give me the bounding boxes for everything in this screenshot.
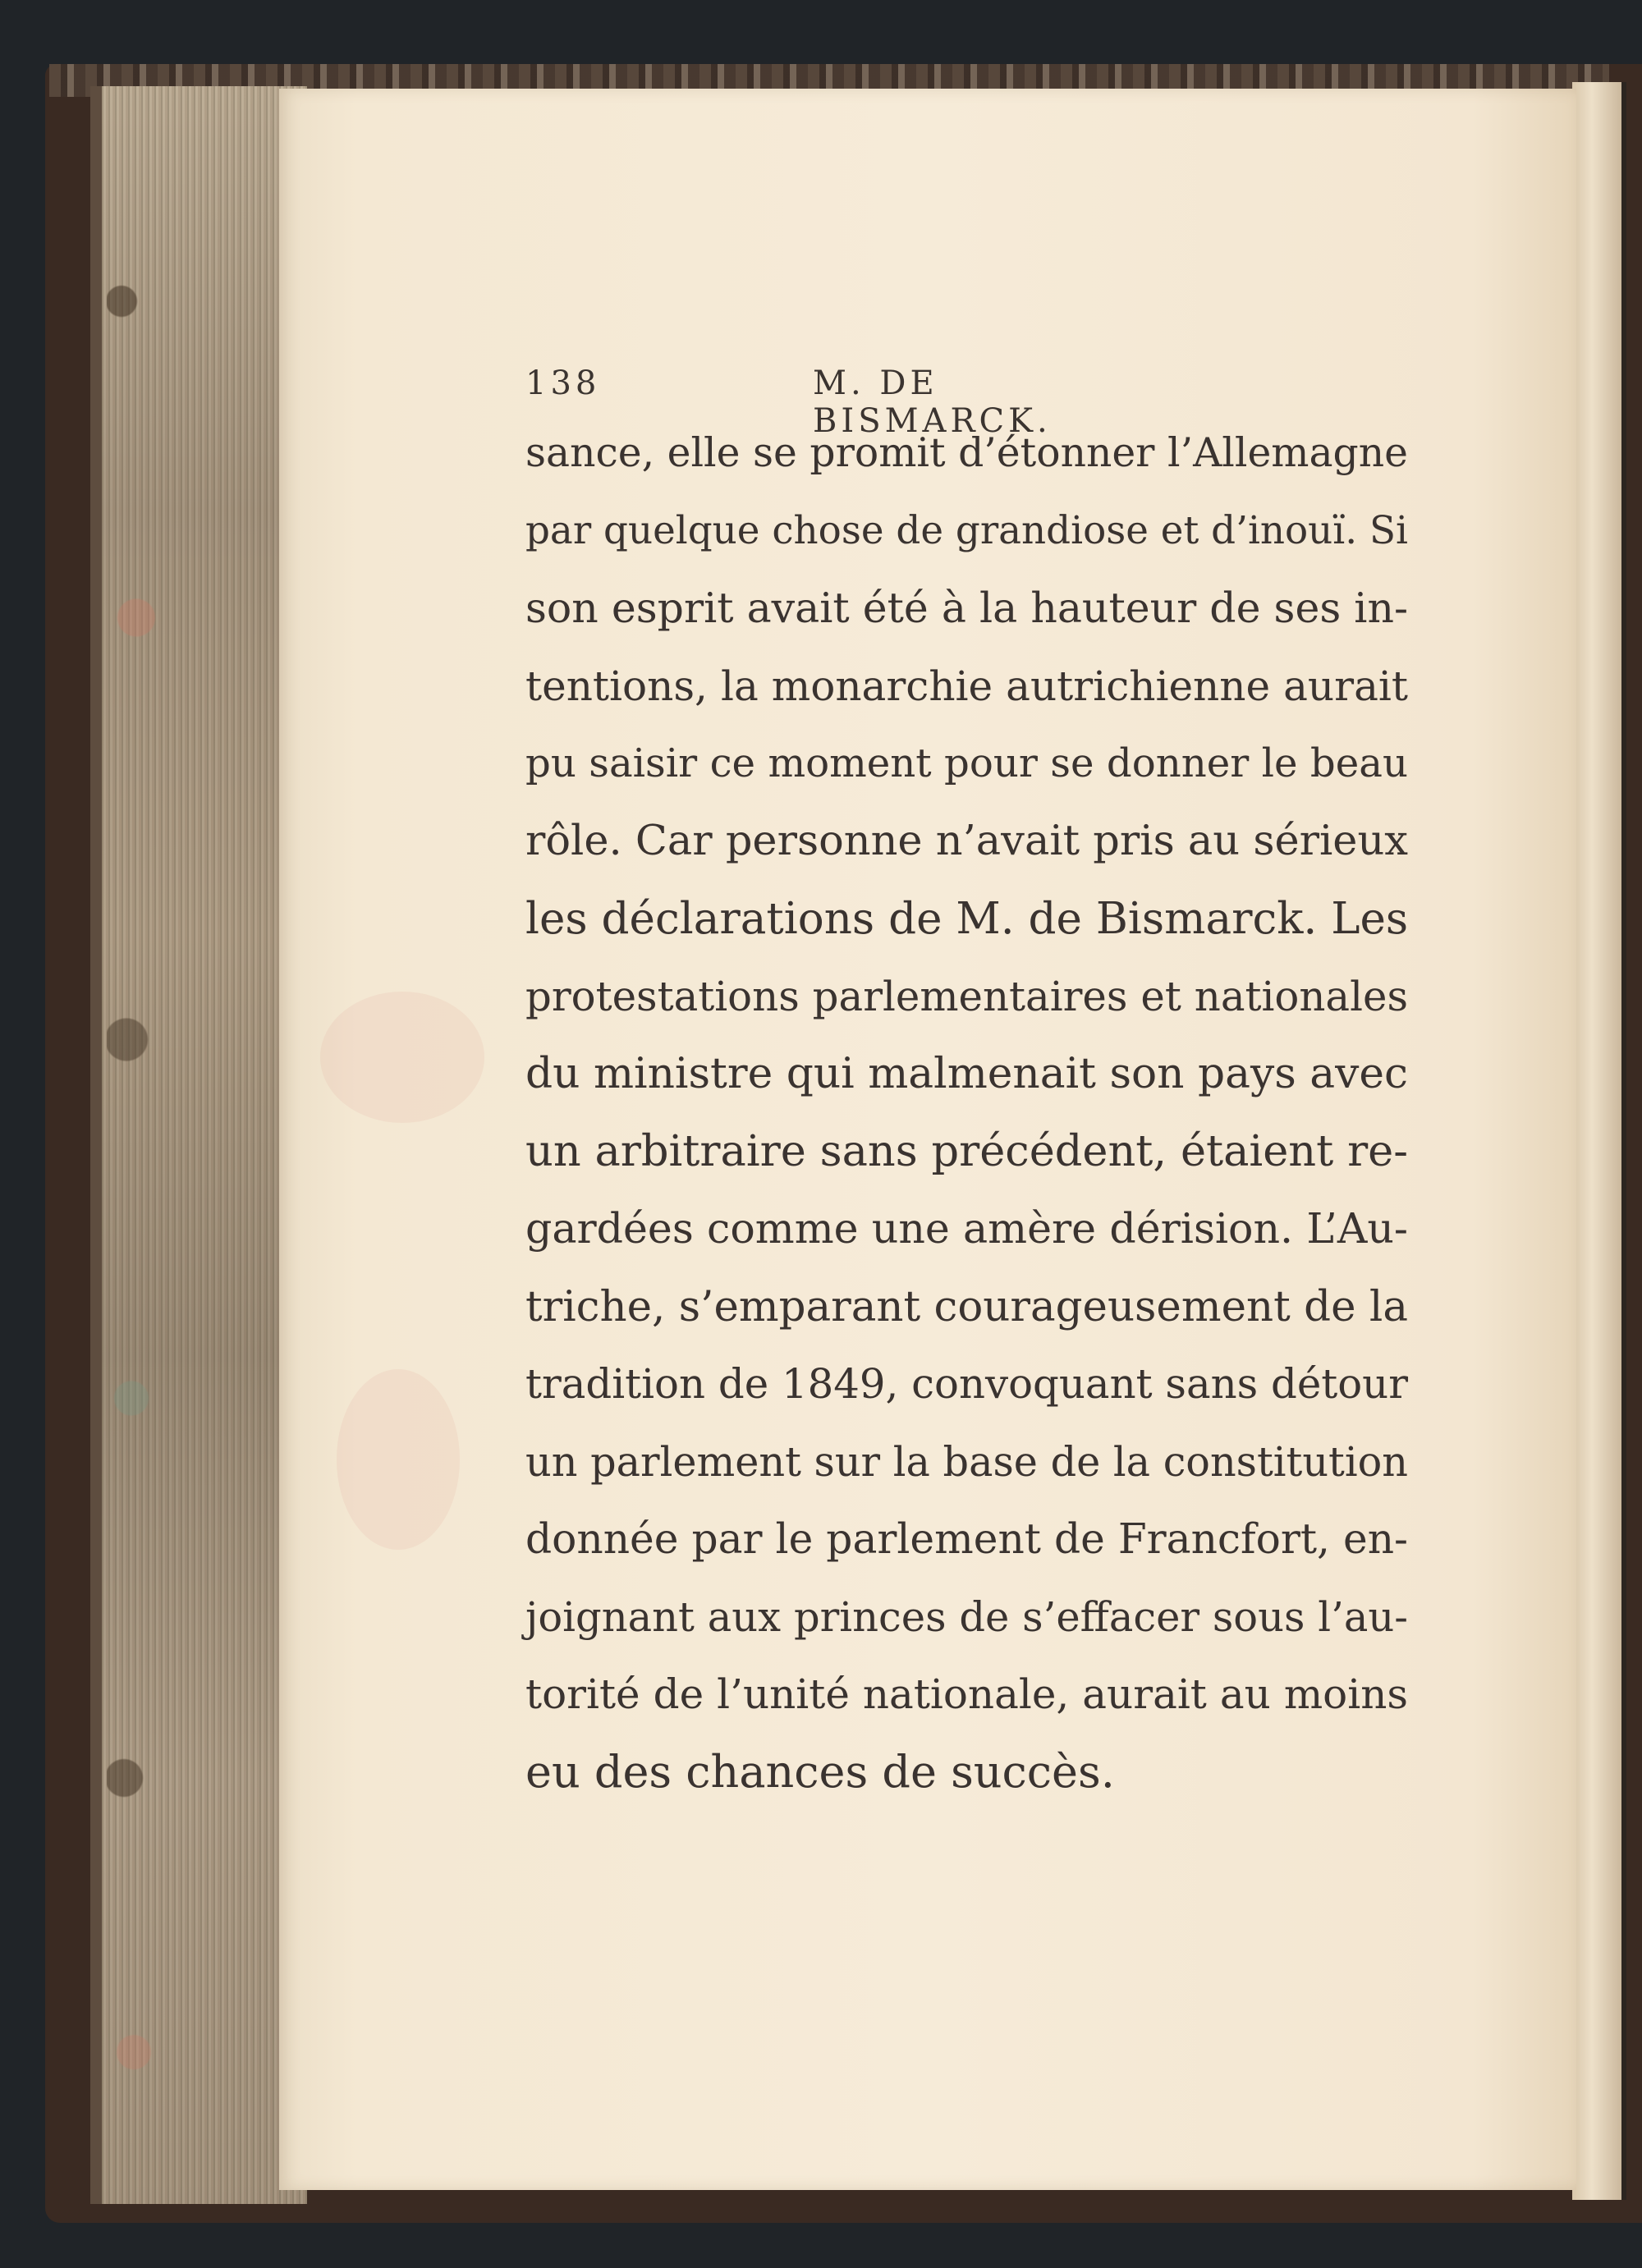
- text-line: du ministre qui malmenait son pays avec: [525, 1049, 1408, 1098]
- text-line: triche, s’emparant courageusement de la: [525, 1281, 1408, 1331]
- text-line: tradition de 1849, convoquant sans détour: [525, 1360, 1408, 1408]
- text-line: pu saisir ce moment pour se donner le beau: [525, 740, 1408, 786]
- running-title: M. DE BISMARCK.: [813, 364, 1052, 440]
- text-line: son esprit avait été à la hauteur de ses in-: [525, 584, 1408, 632]
- text-line: un parlement sur la base de la constitution: [525, 1437, 1408, 1486]
- text-line: protestations parlementaires et nationales: [525, 972, 1408, 1020]
- text-line: rôle. Car personne n’avait pris au sérieux: [525, 816, 1408, 865]
- text-line: les déclarations de M. de Bismarck. Les: [525, 893, 1409, 944]
- text-line-last: eu des chances de succès.: [525, 1745, 1115, 1798]
- text-line: donnée par le parlement de Francfort, en-: [525, 1514, 1408, 1563]
- text-line: sance, elle se promit d’étonner l’Allemagne: [525, 430, 1408, 476]
- page-header: [525, 364, 1125, 440]
- paper-stain: [337, 1369, 460, 1550]
- page-number: 138: [525, 364, 601, 402]
- text-line: par quelque chose de grandiose et d’inouï. Si: [525, 508, 1408, 553]
- text-line: torité de l’unité nationale, aurait au moins: [525, 1670, 1408, 1718]
- text-line: un arbitraire sans précédent, étaient re-: [525, 1125, 1408, 1176]
- text-line: tentions, la monarchie autrichienne aurait: [525, 662, 1408, 710]
- paper-stain: [320, 992, 484, 1123]
- marbled-edge: [107, 90, 156, 2200]
- body-text: [525, 415, 1408, 1811]
- facing-page-edge: [1572, 82, 1626, 2200]
- text-line: joignant aux princes de s’effacer sous l’au-: [525, 1592, 1408, 1641]
- text-line: gardées comme une amère dérision. L’Au-: [525, 1204, 1408, 1253]
